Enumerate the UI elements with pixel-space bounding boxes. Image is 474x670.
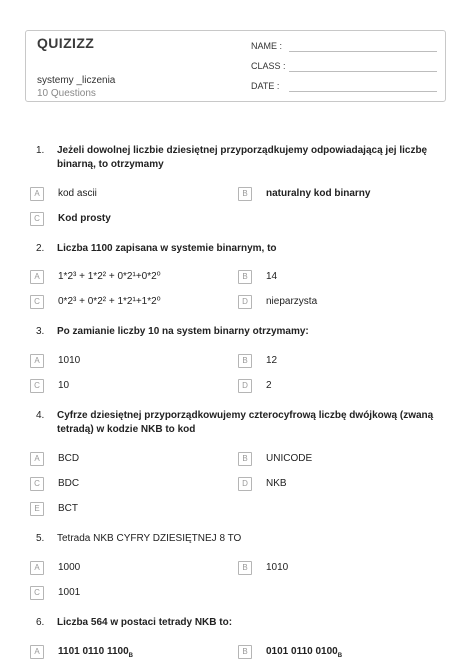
- option-text: naturalny kod binarny: [266, 188, 371, 199]
- option-text: 1010: [58, 355, 81, 366]
- option-letter: D: [238, 379, 252, 393]
- question-text: Liczba 564 w postaci tetrady NKB to:: [57, 617, 233, 628]
- question-number: 2.: [36, 243, 45, 254]
- option-letter: C: [30, 379, 44, 393]
- option-letter: C: [30, 586, 44, 600]
- class-line: [289, 71, 437, 72]
- option-letter: C: [30, 212, 44, 226]
- name-field[interactable]: [251, 41, 282, 51]
- option-letter: B: [238, 187, 252, 201]
- date-label: DATE :: [251, 81, 280, 91]
- option-letter: A: [30, 561, 44, 575]
- base-subscript: B: [128, 653, 133, 659]
- option-text: 2: [266, 380, 272, 391]
- question-text: Liczba 1100 zapisana w systemie binarnym, to: [57, 243, 277, 254]
- question-number: 4.: [36, 410, 45, 421]
- option-letter: D: [238, 295, 252, 309]
- question-number: 6.: [36, 617, 45, 628]
- class-field[interactable]: [251, 61, 286, 71]
- option-value: 1101 0110 1100: [58, 646, 129, 657]
- option-text: 14: [266, 271, 278, 282]
- question-text: Cyfrze dziesiętnej przyporządkowujemy czterocyfrową liczbę dwójkową (zwaną tetradą) w kodzie NKB to kod: [57, 410, 434, 435]
- option-letter: E: [30, 502, 44, 516]
- option-text: [58, 645, 133, 659]
- base-subscript: B: [337, 653, 343, 659]
- worksheet-header: [25, 30, 446, 102]
- option-letter: B: [238, 561, 252, 575]
- option-text: BCT: [58, 503, 78, 514]
- option-text: NKB: [266, 478, 287, 489]
- option-letter: A: [30, 354, 44, 368]
- question-number: 1.: [36, 145, 45, 156]
- option-text: 12: [266, 355, 278, 366]
- question-text: Jeżeli dowolnej liczbie dziesiętnej przyporządkujemy odpowiadającą jej liczbę binarną, to otrzymamy: [57, 145, 428, 170]
- option-text: 10: [58, 380, 70, 391]
- option-letter: A: [30, 270, 44, 284]
- question-text: Tetrada NKB CYFRY DZIESIĘTNEJ 8 TO: [57, 533, 242, 544]
- option-text: BCD: [58, 453, 80, 464]
- option-letter: B: [238, 645, 252, 659]
- date-field[interactable]: [251, 81, 279, 91]
- option-text: kod ascii: [58, 188, 97, 199]
- question-number: 5.: [36, 533, 45, 544]
- option-text: UNICODE: [266, 453, 313, 464]
- quizizz-logo: QUIZIZZ: [37, 35, 95, 51]
- question-count: 10 Questions: [37, 88, 96, 99]
- option-letter: C: [30, 477, 44, 491]
- option-letter: B: [238, 354, 252, 368]
- option-text: nieparzysta: [266, 296, 318, 307]
- option-text: Kod prosty: [58, 213, 111, 224]
- option-text: 0*2³ + 0*2² + 1*2¹+1*2⁰: [58, 296, 161, 307]
- name-line: [289, 51, 437, 52]
- option-letter: A: [30, 645, 44, 659]
- option-letter: B: [238, 452, 252, 466]
- option-letter: D: [238, 477, 252, 491]
- option-letter: A: [30, 187, 44, 201]
- option-text: 1*2³ + 1*2² + 0*2¹+0*2⁰: [58, 271, 161, 282]
- name-label: NAME :: [251, 41, 283, 51]
- quiz-title: systemy _liczenia: [37, 75, 116, 86]
- option-letter: C: [30, 295, 44, 309]
- option-letter: B: [238, 270, 252, 284]
- date-line: [289, 91, 437, 92]
- option-text: 1010: [266, 562, 289, 573]
- question-text: Po zamianie liczby 10 na system binarny otrzymamy:: [57, 326, 309, 337]
- option-text: 1001: [58, 587, 81, 598]
- option-value: 0101 0110 0100: [266, 646, 338, 657]
- option-text: 1000: [58, 562, 81, 573]
- option-letter: A: [30, 452, 44, 466]
- question-number: 3.: [36, 326, 45, 337]
- class-label: CLASS :: [251, 61, 286, 71]
- option-text: [266, 645, 342, 659]
- option-text: BDC: [58, 478, 80, 489]
